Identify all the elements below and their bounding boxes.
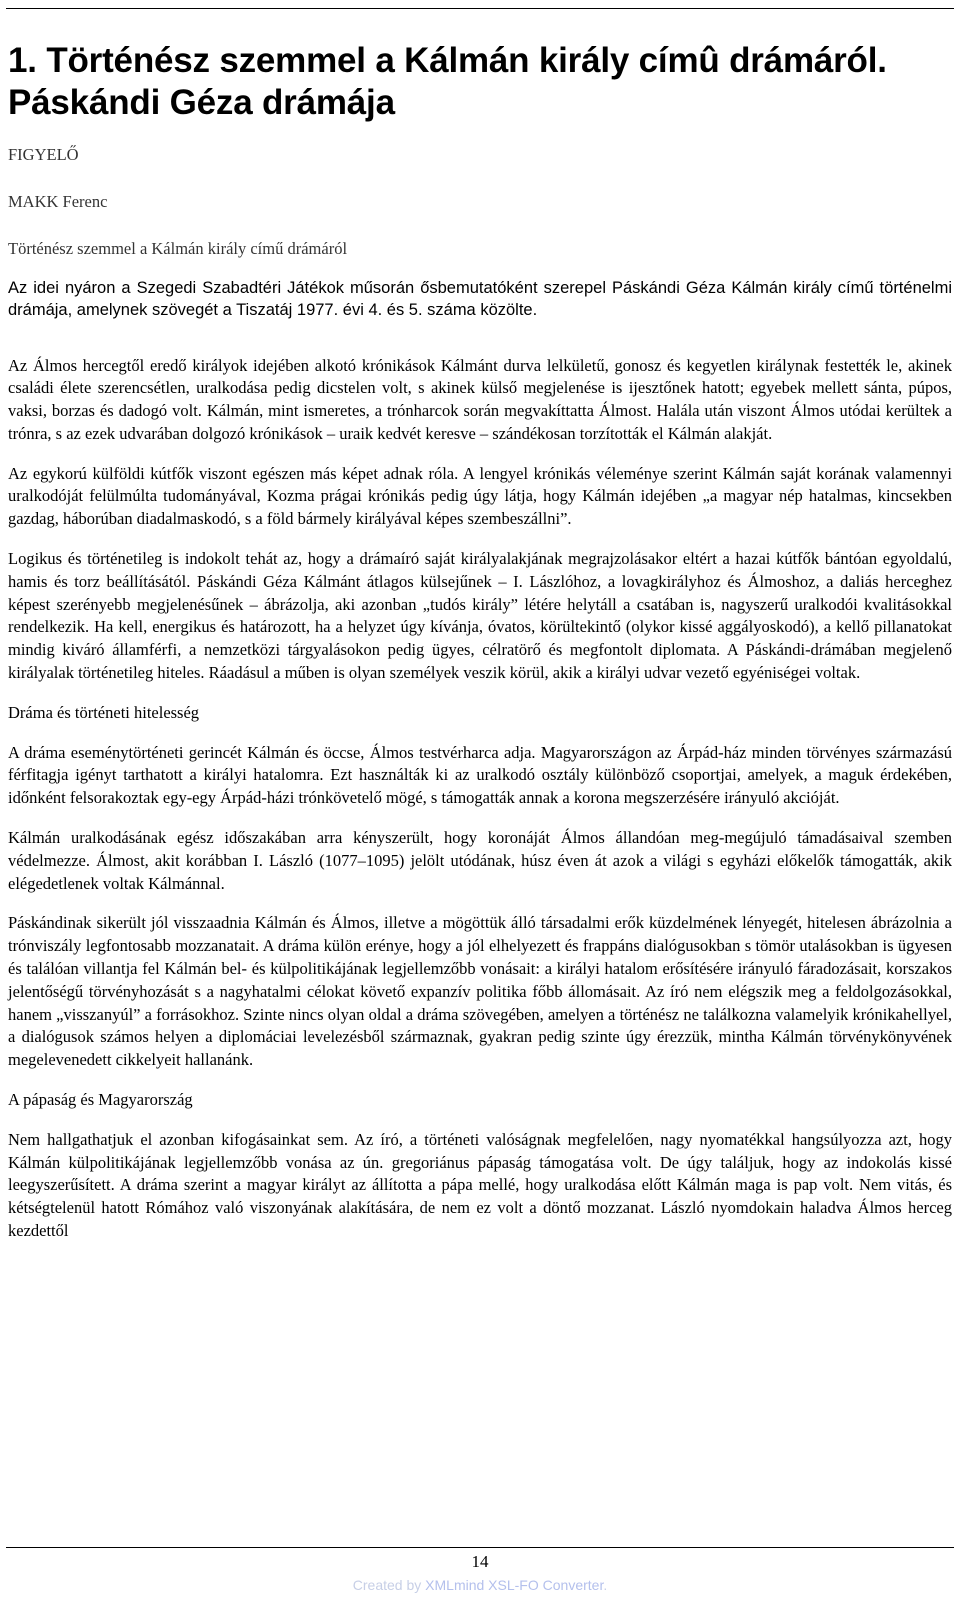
footer-rule [6, 1547, 954, 1548]
footer-credit [0, 1577, 960, 1593]
body-paragraph: Páskándinak sikerült jól visszaadnia Kálmán és Álmos, illetve a mögöttük álló társadalmi erők küzdelmének lényegét, hitelesen ábrázolnia a trónviszály legfontosabb mozzanatait. A dráma külön erénye, hogy a jól elhelyezett és frappáns dialógusokban s tömör utalásokban is ügyesen és találóan villantja fel Kálmán bel- és külpolitikájának legjellemzőbb vonásait: a királyi hatalom erősítésére irányuló fáradozásait, korszakos jelentőségű törvényhozását s a nagyhatalmi célokat követő expanzív politika főbb állomásait. Az író nem elégszik meg a feldolgozásokkal, hanem „visszanyúl” a forrásokhoz. Szinte nincs olyan oldal a dráma szövegében, amelyen a történész ne találkozna valamelyik krónikahellyel, a dialógusok számos helyen a diplomáciai levelezésből származnak, gyakran pedig szinte úgy érezzük, mintha Kálmán törvénykönyvének megelevenedett cikkelyeit hallanánk. [8, 913, 952, 1070]
lead-paragraph: Az idei nyáron a Szegedi Szabadtéri Játékok műsorán ősbemutatóként szerepel Páskándi Géza Kálmán király című történelmi drámája, amelynek szövegét a Tiszatáj 1977. évi 4. és 5. száma közölte. [8, 279, 952, 319]
author-name: MAKK Ferenc [8, 192, 108, 211]
page-number: 14 [471, 1552, 489, 1571]
body-paragraph: Logikus és történetileg is indokolt tehát az, hogy a drámaíró saját királyalakjának megrajzolásakor eltért a hazai kútfők bántóan egyoldalú, hamis és torz beállításától. Páskándi Géza Kálmánt átlagos külsejűnek – I. Lászlóhoz, a lovagkirályhoz és Álmoshoz, a daliás herceghez képest szerényebb megjelenésűnek – ábrázolja, aki azonban „tudós király” létére helytáll a csatában is, nagyszerű uralkodói kvalitásokkal rendelkezik. Ha kell, energikus és határozott, ha a helyzet úgy kívánja, óvatos, körültekintő (olykor kissé aggályoskodó), a kellő pillanatokat mindig kiváró államférfi, a nemzetközi tárgyalásokon pedig ügyes, célratörő és megfontolt diplomata. A Páskándi-drámában megjelenő királyalak történetileg hiteles. Ráadásul a műben is olyan személyek veszik körül, akik a királyi udvar vezető egyéniségei voltak. [8, 549, 952, 683]
credit-suffix: . [603, 1577, 608, 1593]
body-paragraph: Nem hallgathatjuk el azonban kifogásainkat sem. Az író, a történeti valóságnak megfelelően, nagy nyomatékkal hangsúlyozza azt, hogy Kálmán külpolitikájának legjellemzőbb vonása az ún. gregoriánus pápaság támogatása volt. De úgy találjuk, hogy az indokolás kissé leegyszerűsített. A dráma szerint a magyar királyt az állította a pápa mellé, hogy uralkodása előtt Kálmán maga is pap volt. Nem vitás, és kétségtelenül hatott Rómához való viszonyának alakítására, de nem ez volt a döntő mozzanat. László nyomdokain haladva Álmos herceg kezdettől [8, 1129, 952, 1240]
document-page [8, 40, 952, 1243]
section-heading: Dráma és történeti hitelesség [8, 702, 200, 722]
body-paragraph: A dráma eseménytörténeti gerincét Kálmán és öccse, Álmos testvérharca adja. Magyarországon az Árpád-ház minden törvényes származású férfitagja igényt tarthatott a királyi hatalomra. Ezt használták ki az uralkodó osztály különböző csoportjai, amelyek, a maguk érdekében, időnként felsorakoztak egy-egy Árpád-házi trónkövetelő mögé, s támogatták annak a korona megszerzésére irányuló akcióját. [8, 742, 952, 808]
document-title: 1. Történész szemmel a Kálmán király címû drámáról. Páskándi Géza drámája [8, 41, 887, 122]
section-heading: A pápaság és Magyarország [8, 1090, 193, 1110]
body-paragraph: Kálmán uralkodásának egész időszakában arra kényszerült, hogy koronáját Álmos állandóan meg-megújuló támadásaival szemben védelmezze. Álmost, akit korábban I. László (1077–1095) jelölt utódának, húsz éven át azok a világi s egyházi előkelők támogatták, akik elégedetlenek voltak Kálmánnal. [8, 828, 952, 893]
body-paragraph: Az egykorú külföldi kútfők viszont egészen más képet adnak róla. A lengyel krónikás véleménye szerint Kálmán saját korának valamennyi uralkodóját felülmúlta tudományával, Kozma prágai krónikás pedig úgy látja, hogy Kálmán idejében „a magyar nép hatalmas, kincsekben gazdag, háborúban diadalmaskodó, s a föld bármely királyával képes szembeszállni”. [8, 463, 952, 529]
credit-prefix: Created by [352, 1577, 426, 1593]
body-paragraph: Az Álmos hercegtől eredő királyok idejében alkotó krónikások Kálmánt durva lelkületű, gonosz és kegyetlen királynak festették le, akinek családi élete szerencsétlen, uralkodása pedig dicstelen volt, s akinek külső megjelenése is ijesztőnek hatott; egyebek mellett sánta, púpos, vaksi, borzas és dadogó volt. Kálmán, mint ismeretes, a trónharcok során megvakíttatta Álmost. Halála után viszont Álmos utódai kerültek a trónra, s az ezek udvarában dolgozó krónikások – uraik kedvét keresve – szándékosan torzították el Kálmán alakját. [8, 355, 952, 443]
header-rule [6, 8, 954, 9]
rubric-label: FIGYELŐ [8, 145, 79, 164]
credit-product-link[interactable]: XMLmind XSL-FO Converter [425, 1577, 604, 1593]
article-title: Történész szemmel a Kálmán király című drámáról [8, 239, 348, 258]
